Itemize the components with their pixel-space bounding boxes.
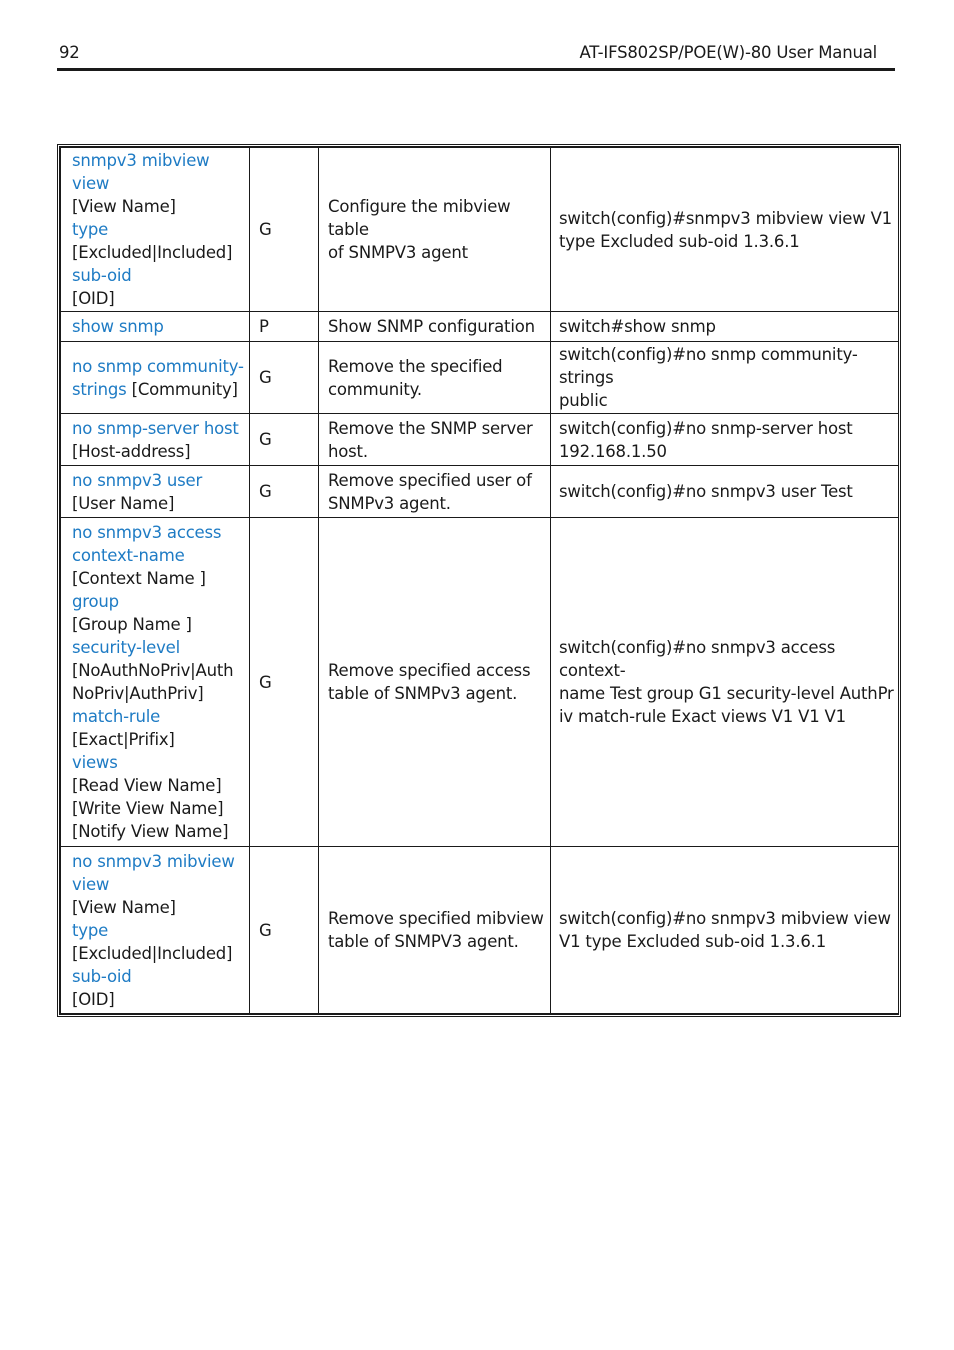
command-cell [61, 847, 250, 1014]
example-cell: switch(config)#no snmp community-strings public [551, 342, 899, 414]
command-keyword: match-rule [72, 707, 161, 726]
mode-cell: G [250, 847, 319, 1014]
table-row [61, 312, 899, 342]
mode-cell: G [250, 466, 319, 518]
example-cell: switch(config)#no snmpv3 mibview view V1 type Excluded sub-oid 1.3.6.1 [551, 847, 899, 1014]
example-cell: switch(config)#no snmp-server host 192.168.1.50 [551, 414, 899, 466]
example-cell: switch(config)#snmpv3 mibview view V1 type Excluded sub-oid 1.3.6.1 [551, 148, 899, 312]
command-keyword: no snmp-server host [72, 418, 239, 438]
command-keyword: no snmpv3 access context-name [72, 523, 222, 565]
command-argument: [Group Name ] [72, 615, 192, 634]
command-argument: [Excluded|Included] [72, 943, 233, 963]
command-argument: [OID] [72, 989, 115, 1009]
mode-cell: G [250, 342, 319, 414]
command-keyword: sub-oid [72, 966, 132, 986]
command-keyword: group [72, 592, 119, 611]
command-cell [61, 518, 250, 847]
command-argument: [Excluded|Included] [72, 243, 233, 262]
command-keyword: sub-oid [72, 266, 132, 285]
command-argument: [NoAuthNoPriv|Auth NoPriv|AuthPriv] [72, 661, 234, 703]
table-row [61, 148, 899, 312]
table-row [61, 466, 899, 518]
command-cell [61, 466, 250, 518]
command-argument: [View Name] [72, 897, 176, 917]
command-keyword: show snmp [72, 317, 164, 336]
command-table [60, 147, 899, 1014]
description-cell: Remove specified user of SNMPv3 agent. [319, 466, 551, 518]
table-row [61, 847, 899, 1014]
command-argument: [View Name] [72, 197, 176, 216]
mode-cell: G [250, 148, 319, 312]
command-argument: [OID] [72, 289, 115, 308]
command-argument: [Context Name ] [72, 569, 206, 588]
mode-cell: G [250, 518, 319, 847]
command-keyword: no snmpv3 mibview view [72, 851, 235, 894]
command-argument: [Read View Name] [Write View Name] [Notify View Name] [72, 776, 229, 841]
command-cell [61, 312, 250, 342]
command-cell [61, 414, 250, 466]
command-keyword: no snmp community- strings [72, 356, 244, 399]
table-row [61, 518, 899, 847]
description-cell: Configure the mibview table of SNMPV3 agent [319, 148, 551, 312]
command-keyword: no snmpv3 user [72, 470, 203, 490]
command-argument: [Host-address] [72, 441, 191, 461]
page-header [57, 40, 895, 71]
page-number: 92 [59, 43, 80, 62]
command-keyword: snmpv3 mibview view [72, 151, 210, 193]
description-cell: Show SNMP configuration [319, 312, 551, 342]
description-cell: Remove the specified community. [319, 342, 551, 414]
description-cell: Remove the SNMP server host. [319, 414, 551, 466]
command-keyword: type [72, 920, 109, 940]
example-cell: switch#show snmp [551, 312, 899, 342]
command-cell [61, 148, 250, 312]
command-argument: [Community] [126, 379, 238, 399]
command-keyword: views [72, 753, 118, 772]
command-argument: [User Name] [72, 493, 175, 513]
example-cell: switch(config)#no snmpv3 access context- name Test group G1 security-level AuthPr iv match-rule Exact views V1 V1 V1 [551, 518, 899, 847]
command-keyword: type [72, 220, 109, 239]
table-row [61, 342, 899, 414]
manual-title: AT-IFS802SP/POE(W)-80 User Manual [579, 43, 877, 62]
command-keyword: security-level [72, 638, 180, 657]
command-cell [61, 342, 250, 414]
mode-cell: P [250, 312, 319, 342]
description-cell: Remove specified access table of SNMPv3 agent. [319, 518, 551, 847]
command-table-body [61, 148, 899, 1014]
description-cell: Remove specified mibview table of SNMPV3 agent. [319, 847, 551, 1014]
mode-cell: G [250, 414, 319, 466]
command-table-frame [57, 144, 901, 1017]
example-cell: switch(config)#no snmpv3 user Test [551, 466, 899, 518]
command-argument: [Exact|Prifix] [72, 730, 175, 749]
table-row [61, 414, 899, 466]
